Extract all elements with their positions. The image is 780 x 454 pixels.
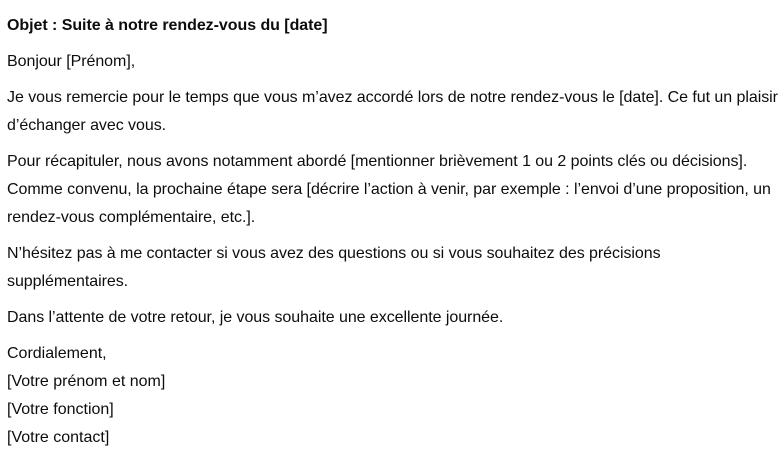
email-paragraph-contact: N’hésitez pas à me contacter si vous avez des questions ou si vous souhaitez des précisions supplémentaires.: [7, 245, 661, 290]
signature-role: [Votre fonction]: [7, 401, 114, 418]
email-greeting: Bonjour [Prénom],: [7, 53, 136, 70]
email-subject: Objet : Suite à notre rendez-vous du [date]: [7, 17, 328, 34]
signature-contact: [Votre contact]: [7, 429, 110, 446]
email-signature: [7, 340, 780, 452]
signature-name: [Votre prénom et nom]: [7, 373, 166, 390]
email-paragraph-recap: Pour récapituler, nous avons notamment abordé [mentionner brièvement 1 ou 2 points clés ou décisions]. Comme convenu, la prochaine étape sera [décrire l’action à venir, par exemple : l’envoi d’une proposition, un rendez-vous complémentaire, etc.].: [7, 153, 771, 226]
email-paragraph-thanks: Je vous remercie pour le temps que vous m’avez accordé lors de notre rendez-vous le [date]. Ce fut un plaisir d’échanger avec vous.: [7, 89, 778, 134]
email-paragraph-closing-wish: Dans l’attente de votre retour, je vous souhaite une excellente journée.: [7, 309, 504, 326]
signature-closing: Cordialement,: [7, 345, 107, 362]
